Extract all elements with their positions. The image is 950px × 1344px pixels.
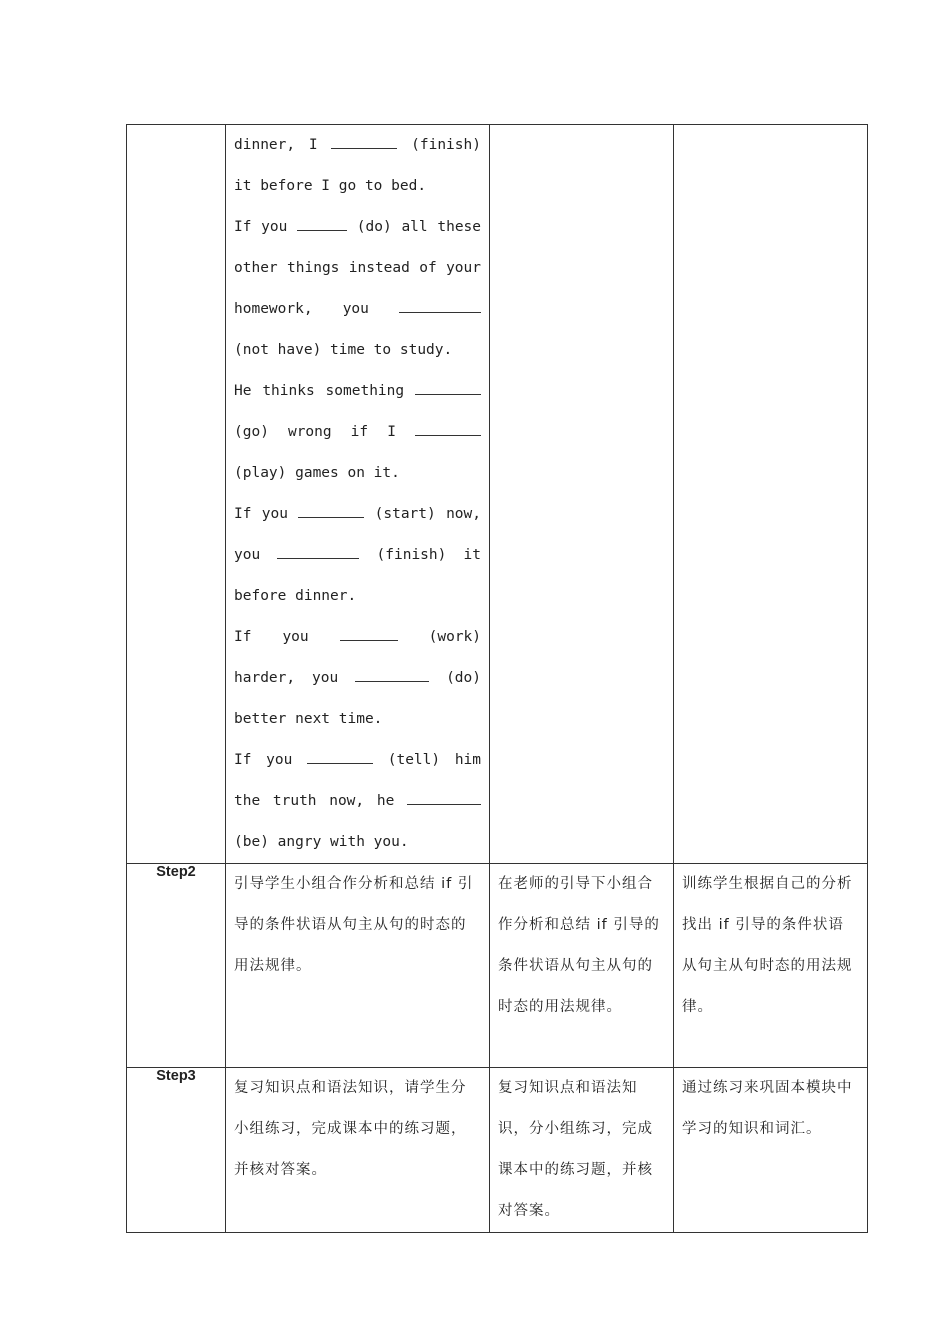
answer-blank bbox=[399, 298, 481, 313]
exercise-2: If you (do) all these other things instead of your homework, you (not have) time to study. bbox=[234, 207, 481, 371]
step-label: Step2 bbox=[127, 864, 226, 1068]
purpose-cell: 训练学生根据自己的分析找出 if 引导的条件状语从句主从句时态的用法规律。 bbox=[674, 864, 868, 1068]
answer-blank bbox=[415, 380, 481, 395]
exercise-cell bbox=[226, 125, 490, 864]
table-row bbox=[127, 125, 868, 864]
answer-blank bbox=[407, 790, 481, 805]
exercise-6: If you (tell) him the truth now, he (be) angry with you. bbox=[234, 740, 481, 863]
exercise-5: If you (work) harder, you (do) better next time. bbox=[234, 617, 481, 740]
answer-blank bbox=[298, 503, 364, 518]
answer-blank bbox=[307, 749, 373, 764]
table-row bbox=[127, 864, 868, 1068]
student-activity-cell bbox=[490, 125, 674, 864]
answer-blank bbox=[331, 134, 397, 149]
purpose-cell: 通过练习来巩固本模块中学习的知识和词汇。 bbox=[674, 1068, 868, 1233]
answer-blank bbox=[297, 216, 347, 231]
student-activity-cell: 在老师的引导下小组合作分析和总结 if 引导的条件状语从句主从句的时态的用法规律。 bbox=[490, 864, 674, 1068]
teacher-activity-cell: 复习知识点和语法知识，请学生分小组练习，完成课本中的练习题，并核对答案。 bbox=[226, 1068, 490, 1233]
step-cell bbox=[127, 125, 226, 864]
answer-blank bbox=[415, 421, 481, 436]
table-row bbox=[127, 1068, 868, 1233]
answer-blank bbox=[355, 667, 429, 682]
step-label: Step3 bbox=[127, 1068, 226, 1233]
student-activity-cell: 复习知识点和语法知识，分小组练习，完成课本中的练习题，并核对答案。 bbox=[490, 1068, 674, 1233]
answer-blank bbox=[340, 626, 398, 641]
exercise-4: If you (start) now, you (finish) it before dinner. bbox=[234, 494, 481, 617]
exercise-1: dinner, I (finish) it before I go to bed. bbox=[234, 125, 481, 207]
answer-blank bbox=[277, 544, 359, 559]
exercise-3: He thinks something (go) wrong if I (play) games on it. bbox=[234, 371, 481, 494]
purpose-cell bbox=[674, 125, 868, 864]
teacher-activity-cell: 引导学生小组合作分析和总结 if 引导的条件状语从句主从句的时态的用法规律。 bbox=[226, 864, 490, 1068]
lesson-plan-table bbox=[126, 124, 868, 1233]
